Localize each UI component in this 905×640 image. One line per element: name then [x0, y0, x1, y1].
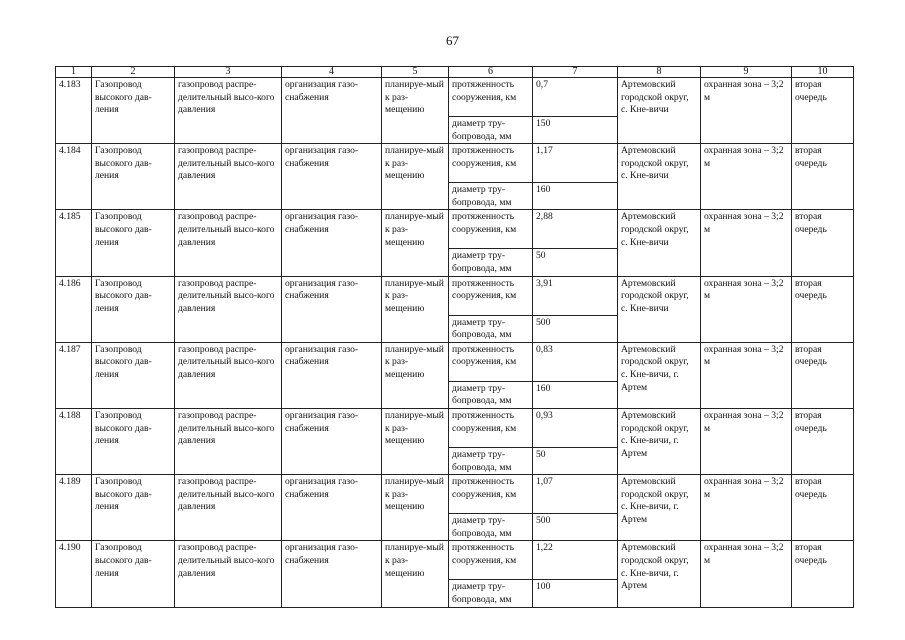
row-number-cell: 4.183 — [56, 78, 92, 144]
characteristic-value-cell: 1,22 — [533, 541, 618, 580]
object-name-cell: Газопровод высокого дав-ления — [92, 475, 175, 541]
characteristic-label-cell: протяженность сооружения, км — [449, 276, 533, 315]
characteristic-label-cell: протяженность сооружения, км — [449, 541, 533, 580]
object-name-cell: Газопровод высокого дав-ления — [92, 342, 175, 408]
row-number-cell: 4.186 — [56, 276, 92, 342]
characteristic-label-cell: протяженность сооружения, км — [449, 210, 533, 249]
object-name-cell: Газопровод высокого дав-ления — [92, 78, 175, 144]
status-cell: планируе-мый к раз-мещению — [382, 78, 449, 144]
stage-cell: вторая очередь — [792, 342, 854, 408]
characteristic-label-cell: протяженность сооружения, км — [449, 408, 533, 447]
row-number-cell: 4.189 — [56, 475, 92, 541]
characteristic-value-cell: 0,83 — [533, 342, 618, 381]
characteristic-label-cell: диаметр тру-бопровода, мм — [449, 249, 533, 276]
object-name-cell: Газопровод высокого дав-ления — [92, 541, 175, 607]
characteristic-value-cell: 3,91 — [533, 276, 618, 315]
column-header: 4 — [282, 67, 382, 78]
location-cell: Артемовский городской округ, с. Кне-вичи — [618, 144, 701, 210]
object-type-cell: газопровод распре-делительный высо-кого давления — [175, 78, 282, 144]
object-type-cell: газопровод распре-делительный высо-кого давления — [175, 210, 282, 276]
purpose-cell: организация газо-снабжения — [282, 475, 382, 541]
stage-cell: вторая очередь — [792, 78, 854, 144]
status-cell: планируе-мый к раз-мещению — [382, 342, 449, 408]
table-body — [56, 78, 854, 608]
table-row — [56, 210, 854, 249]
characteristic-label-cell: диаметр тру-бопровода, мм — [449, 381, 533, 408]
characteristic-value-cell: 100 — [533, 580, 618, 607]
column-header: 9 — [701, 67, 792, 78]
object-type-cell: газопровод распре-делительный высо-кого давления — [175, 541, 282, 607]
location-cell: Артемовский городской округ, с. Кне-вичи, г. Артем — [618, 408, 701, 474]
zone-cell: охранная зона – 3;2 м — [701, 276, 792, 342]
stage-cell: вторая очередь — [792, 276, 854, 342]
location-cell: Артемовский городской округ, с. Кне-вичи — [618, 276, 701, 342]
status-cell: планируе-мый к раз-мещению — [382, 541, 449, 607]
stage-cell: вторая очередь — [792, 210, 854, 276]
stage-cell: вторая очередь — [792, 475, 854, 541]
purpose-cell: организация газо-снабжения — [282, 342, 382, 408]
object-type-cell: газопровод распре-делительный высо-кого давления — [175, 408, 282, 474]
object-name-cell: Газопровод высокого дав-ления — [92, 276, 175, 342]
page-number: 67 — [446, 33, 459, 48]
characteristic-value-cell: 1,17 — [533, 144, 618, 183]
register-table — [55, 66, 854, 608]
characteristic-label-cell: протяженность сооружения, км — [449, 342, 533, 381]
status-cell: планируе-мый к раз-мещению — [382, 210, 449, 276]
location-cell: Артемовский городской округ, с. Кне-вичи, г. Артем — [618, 541, 701, 607]
characteristic-value-cell: 160 — [533, 183, 618, 210]
object-name-cell: Газопровод высокого дав-ления — [92, 408, 175, 474]
status-cell: планируе-мый к раз-мещению — [382, 276, 449, 342]
purpose-cell: организация газо-снабжения — [282, 408, 382, 474]
zone-cell: охранная зона – 3;2 м — [701, 475, 792, 541]
object-type-cell: газопровод распре-делительный высо-кого давления — [175, 144, 282, 210]
characteristic-value-cell: 150 — [533, 117, 618, 144]
characteristic-label-cell: диаметр тру-бопровода, мм — [449, 447, 533, 474]
table-row — [56, 408, 854, 447]
characteristic-label-cell: протяженность сооружения, км — [449, 144, 533, 183]
column-header: 10 — [792, 67, 854, 78]
purpose-cell: организация газо-снабжения — [282, 276, 382, 342]
characteristic-value-cell: 50 — [533, 249, 618, 276]
characteristic-value-cell: 500 — [533, 514, 618, 541]
status-cell: планируе-мый к раз-мещению — [382, 408, 449, 474]
characteristic-label-cell: диаметр тру-бопровода, мм — [449, 117, 533, 144]
characteristic-value-cell: 2,88 — [533, 210, 618, 249]
object-type-cell: газопровод распре-делительный высо-кого давления — [175, 276, 282, 342]
column-header: 7 — [533, 67, 618, 78]
zone-cell: охранная зона – 3;2 м — [701, 210, 792, 276]
object-type-cell: газопровод распре-делительный высо-кого давления — [175, 475, 282, 541]
location-cell: Артемовский городской округ, с. Кне-вичи — [618, 210, 701, 276]
characteristic-label-cell: диаметр тру-бопровода, мм — [449, 514, 533, 541]
row-number-cell: 4.185 — [56, 210, 92, 276]
table-row — [56, 78, 854, 117]
characteristic-value-cell: 160 — [533, 381, 618, 408]
location-cell: Артемовский городской округ, с. Кне-вичи — [618, 78, 701, 144]
status-cell: планируе-мый к раз-мещению — [382, 144, 449, 210]
purpose-cell: организация газо-снабжения — [282, 78, 382, 144]
characteristic-value-cell: 0,93 — [533, 408, 618, 447]
location-cell: Артемовский городской округ, с. Кне-вичи, г. Артем — [618, 342, 701, 408]
object-name-cell: Газопровод высокого дав-ления — [92, 144, 175, 210]
row-number-cell: 4.187 — [56, 342, 92, 408]
table-row — [56, 342, 854, 381]
object-name-cell: Газопровод высокого дав-ления — [92, 210, 175, 276]
zone-cell: охранная зона – 3;2 м — [701, 144, 792, 210]
header-row — [56, 67, 854, 78]
characteristic-value-cell: 0,7 — [533, 78, 618, 117]
location-cell: Артемовский городской округ, с. Кне-вичи, г. Артем — [618, 475, 701, 541]
column-header: 6 — [449, 67, 533, 78]
column-header: 5 — [382, 67, 449, 78]
purpose-cell: организация газо-снабжения — [282, 210, 382, 276]
table-row — [56, 475, 854, 514]
column-header: 3 — [175, 67, 282, 78]
table-row — [56, 541, 854, 580]
characteristic-value-cell: 1,07 — [533, 475, 618, 514]
stage-cell: вторая очередь — [792, 541, 854, 607]
characteristic-label-cell: протяженность сооружения, км — [449, 78, 533, 117]
stage-cell: вторая очередь — [792, 408, 854, 474]
column-header: 8 — [618, 67, 701, 78]
stage-cell: вторая очередь — [792, 144, 854, 210]
characteristic-value-cell: 500 — [533, 315, 618, 342]
column-header: 2 — [92, 67, 175, 78]
status-cell: планируе-мый к раз-мещению — [382, 475, 449, 541]
characteristic-label-cell: диаметр тру-бопровода, мм — [449, 315, 533, 342]
table-row — [56, 276, 854, 315]
table-row — [56, 144, 854, 183]
characteristic-label-cell: диаметр тру-бопровода, мм — [449, 183, 533, 210]
zone-cell: охранная зона – 3;2 м — [701, 342, 792, 408]
characteristic-label-cell: диаметр тру-бопровода, мм — [449, 580, 533, 607]
purpose-cell: организация газо-снабжения — [282, 541, 382, 607]
row-number-cell: 4.190 — [56, 541, 92, 607]
characteristic-label-cell: протяженность сооружения, км — [449, 475, 533, 514]
characteristic-value-cell: 50 — [533, 447, 618, 474]
object-type-cell: газопровод распре-делительный высо-кого давления — [175, 342, 282, 408]
zone-cell: охранная зона – 3;2 м — [701, 408, 792, 474]
column-header: 1 — [56, 67, 92, 78]
zone-cell: охранная зона – 3;2 м — [701, 541, 792, 607]
row-number-cell: 4.184 — [56, 144, 92, 210]
row-number-cell: 4.188 — [56, 408, 92, 474]
purpose-cell: организация газо-снабжения — [282, 144, 382, 210]
zone-cell: охранная зона – 3;2 м — [701, 78, 792, 144]
